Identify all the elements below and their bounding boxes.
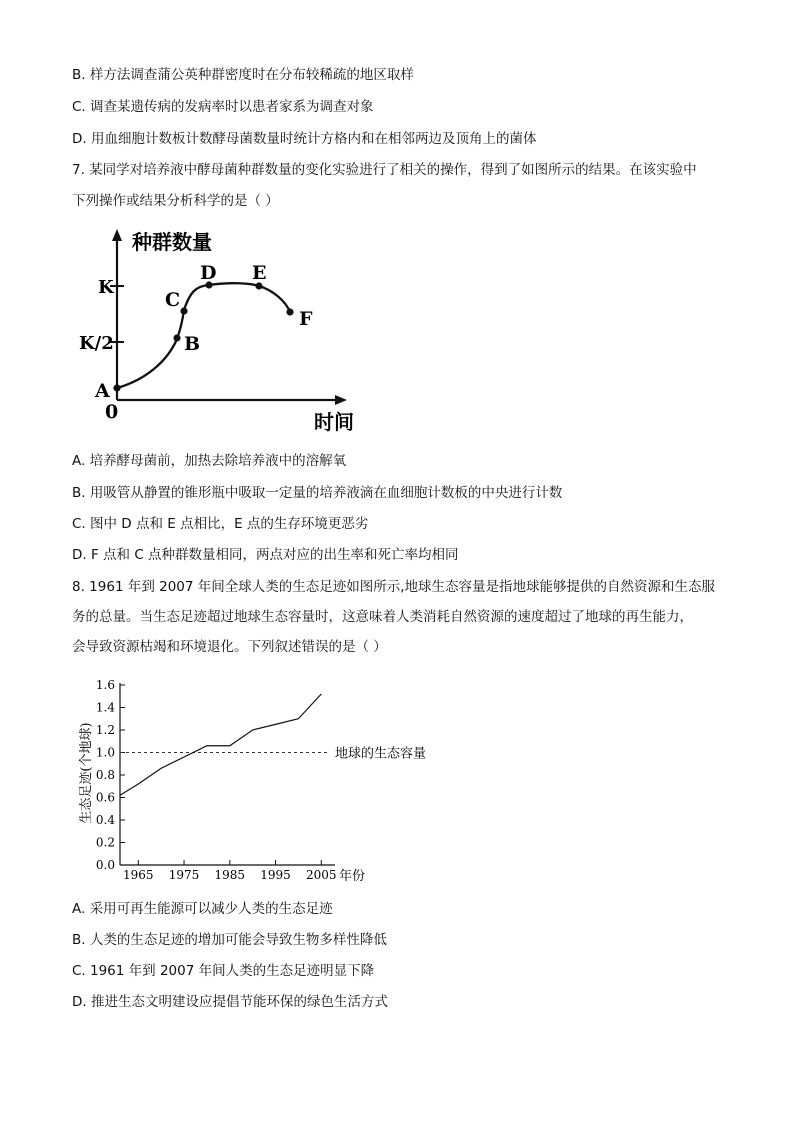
ecological-footprint-chart: [70, 668, 450, 888]
footprint-series-line: [120, 694, 321, 795]
k-label: K: [98, 277, 114, 298]
y-axis-label: 种群数量: [132, 230, 212, 254]
y-tick-label: 1.2: [95, 723, 115, 737]
y-tick-label: 0.8: [95, 768, 115, 782]
x-tick-label: 1985: [214, 868, 246, 882]
x-tick-label: 2005: [306, 868, 337, 882]
y-tick-label: 0.0: [95, 858, 115, 872]
q8-option-c: C. 1961 年到 2007 年间人类的生态足迹明显下降: [72, 963, 375, 979]
y-axis-arrow: [112, 229, 122, 241]
y-tick-label: 0.6: [95, 790, 115, 805]
point-c-label: C: [165, 289, 181, 311]
x-axis-label: 年份: [339, 869, 366, 884]
q6-option-c: C. 调查某遗传病的发病率时以患者家系为调查对象: [72, 99, 374, 115]
q8-option-d: D. 推进生态文明建设应提倡节能环保的绿色生活方式: [72, 994, 388, 1010]
capacity-reference-label: 地球的生态容量: [335, 746, 427, 762]
point-f: [286, 308, 293, 315]
q6-option-d: D. 用血细胞计数板计数酵母菌数量时统计方格内和在相邻两边及顶角上的菌体: [72, 131, 537, 147]
point-c: [180, 307, 187, 314]
y-axis-label: 生态足迹(个地球): [79, 722, 94, 824]
q7-stem-line2: 下列操作或结果分析科学的是（ ）: [72, 193, 279, 209]
x-tick-label: 1995: [260, 868, 291, 882]
q7-stem-line1: 7. 某同学对培养液中酵母菌种群数量的变化实验进行了相关的操作，得到了如图所示的结果。在该实验中: [72, 162, 697, 178]
origin-label: 0: [105, 401, 119, 423]
growth-curve: [117, 283, 290, 388]
q7-option-a: A. 培养酵母菌前，加热去除培养液中的溶解氧: [72, 453, 347, 469]
y-tick-label: 1.4: [95, 700, 115, 715]
point-a-label: A: [95, 380, 110, 402]
y-tick-label: 0.4: [95, 813, 115, 827]
point-d-label: D: [200, 262, 217, 284]
x-axis-arrow: [335, 395, 347, 405]
y-tick-label: 0.2: [95, 835, 115, 850]
point-a: [113, 384, 120, 391]
q7-option-d: D. F 点和 C 点种群数量相同，两点对应的出生率和死亡率均相同: [72, 547, 459, 563]
y-tick-label: 1.0: [95, 745, 115, 760]
y-tick-label: 1.6: [95, 678, 115, 692]
q8-option-b: B. 人类的生态足迹的增加可能会导致生物多样性降低: [72, 932, 387, 948]
x-axis-label: 时间: [314, 410, 354, 434]
q7-option-c: C. 图中 D 点和 E 点相比，E 点的生存环境更恶劣: [72, 516, 369, 532]
q8-option-a: A. 采用可再生能源可以减少人类的生态足迹: [72, 901, 333, 917]
population-growth-figure: [70, 222, 370, 444]
q8-stem-line1: 8. 1961 年到 2007 年间全球人类的生态足迹如图所示,地球生态容量是指地球能够提供的自然资源和生态服: [72, 579, 716, 595]
point-b: [173, 334, 180, 341]
q7-option-b: B. 用吸管从静置的锥形瓶中吸取一定量的培养液滴在血细胞计数板的中央进行计数: [72, 485, 563, 501]
point-f-label: F: [299, 308, 313, 330]
q6-option-b: B. 样方法调查蒲公英种群密度时在分布较稀疏的地区取样: [72, 67, 414, 83]
k-half-label: K/2: [79, 333, 114, 354]
q8-stem-line2: 务的总量。当生态足迹超过地球生态容量时，这意味着人类消耗自然资源的速度超过了地球的再生能力，: [72, 609, 693, 625]
x-tick-label: 1975: [168, 868, 200, 882]
point-e-label: E: [252, 262, 267, 284]
q8-stem-line3: 会导致资源枯竭和环境退化。下列叙述错误的是（ ）: [72, 639, 387, 655]
x-tick-label: 1965: [123, 868, 154, 882]
point-b-label: B: [184, 333, 201, 355]
